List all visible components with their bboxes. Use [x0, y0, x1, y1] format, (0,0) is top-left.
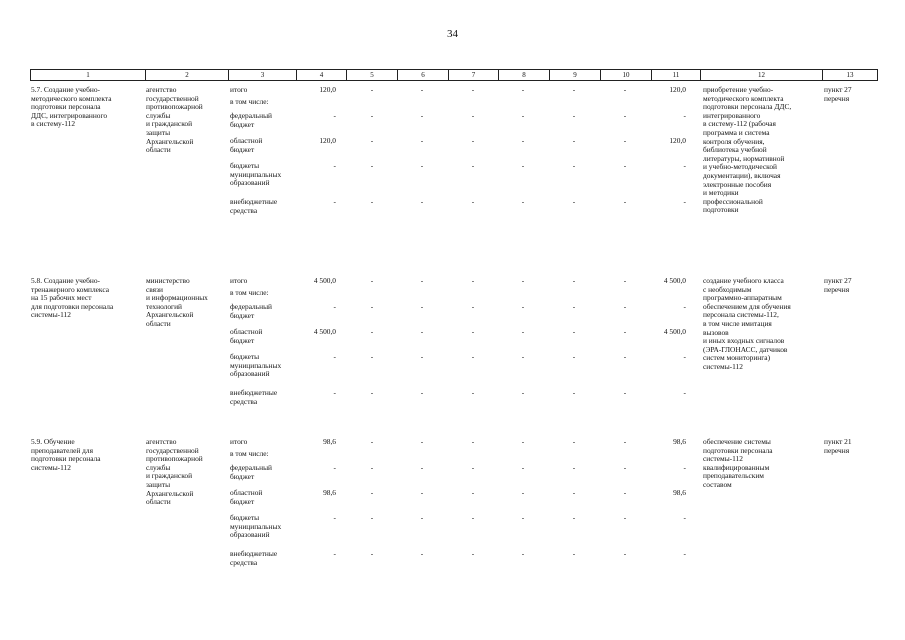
amount-c7: -	[471, 327, 475, 336]
amount-c7: -	[471, 463, 475, 472]
funding-source-label: внебюджетные средства	[230, 549, 278, 567]
amount-c8: -	[521, 85, 525, 94]
reference-item: пункт 27 перечня	[824, 85, 852, 103]
amount-c6: -	[420, 302, 424, 311]
amount-c11: 120,0	[669, 136, 686, 145]
funding-source-label: федеральный бюджет	[230, 302, 272, 320]
amount-c10: -	[623, 327, 627, 336]
amount-c7: -	[471, 352, 475, 361]
amount-c11: 120,0	[669, 85, 686, 94]
amount-c7: -	[471, 197, 475, 206]
amount-c6: -	[420, 352, 424, 361]
amount-c9: -	[572, 513, 576, 522]
amount-c10: -	[623, 388, 627, 397]
column-header-8: 8	[498, 70, 549, 80]
funding-source-label: бюджеты муниципальных образований	[230, 513, 282, 540]
amount-c9: -	[572, 352, 576, 361]
column-header-11: 11	[651, 70, 700, 80]
column-header-10: 10	[600, 70, 651, 80]
amount-c10: -	[623, 352, 627, 361]
amount-c9: -	[572, 463, 576, 472]
amount-c7: -	[471, 437, 475, 446]
amount-c8: -	[521, 352, 525, 361]
funding-source-label: внебюджетные средства	[230, 388, 278, 406]
amount-c11: -	[683, 161, 686, 170]
amount-c11: 98,6	[673, 488, 686, 497]
amount-c6: -	[420, 85, 424, 94]
column-header-6: 6	[397, 70, 448, 80]
amount-c10: -	[623, 437, 627, 446]
amount-c10: -	[623, 276, 627, 285]
amount-c8: -	[521, 136, 525, 145]
amount-c4: -	[333, 161, 336, 170]
amount-c11: -	[683, 352, 686, 361]
amount-c7: -	[471, 161, 475, 170]
funding-source-label: внебюджетные средства	[230, 197, 278, 215]
amount-c8: -	[521, 197, 525, 206]
amount-c10: -	[623, 85, 627, 94]
amount-c6: -	[420, 111, 424, 120]
funding-source-label: в том числе:	[230, 449, 269, 458]
amount-c9: -	[572, 161, 576, 170]
funding-source-label: областной бюджет	[230, 327, 263, 345]
table-header-row	[30, 69, 878, 81]
column-header-12: 12	[700, 70, 822, 80]
amount-c4: -	[333, 352, 336, 361]
amount-c5: -	[370, 513, 374, 522]
amount-c11: -	[683, 302, 686, 311]
funding-source-label: областной бюджет	[230, 488, 263, 506]
amount-c8: -	[521, 111, 525, 120]
amount-c8: -	[521, 327, 525, 336]
amount-c9: -	[572, 488, 576, 497]
executor-name: агентство государственной противопожарной службы и гражданской защиты Архангельской области	[146, 85, 203, 155]
amount-c5: -	[370, 276, 374, 285]
column-header-7: 7	[448, 70, 498, 80]
column-header-1: 1	[30, 70, 145, 80]
reference-item: пункт 21 перечня	[824, 437, 852, 455]
executor-name: агентство государственной противопожарной службы и гражданской защиты Архангельской области	[146, 437, 203, 507]
amount-c9: -	[572, 388, 576, 397]
funding-source-label: федеральный бюджет	[230, 463, 272, 481]
amount-c4: 4 500,0	[313, 327, 336, 336]
expected-result: создание учебного класса с необходимым программно-аппаратным обеспечением для обучения персонала системы-112, в том числе имитация вызовов и иных входных сигналов (ЭРА-ГЛОНАСС, датчиков систем мониторинга) системы-112	[703, 276, 791, 371]
funding-source-label: в том числе:	[230, 97, 269, 106]
amount-c6: -	[420, 197, 424, 206]
amount-c7: -	[471, 85, 475, 94]
funding-source-label: итого	[230, 85, 248, 94]
amount-c7: -	[471, 513, 475, 522]
page-number: 34	[447, 28, 458, 40]
amount-c7: -	[471, 136, 475, 145]
amount-c5: -	[370, 197, 374, 206]
amount-c11: 4 500,0	[663, 276, 686, 285]
amount-c11: -	[683, 463, 686, 472]
amount-c5: -	[370, 111, 374, 120]
amount-c9: -	[572, 197, 576, 206]
amount-c4: -	[333, 197, 336, 206]
amount-c10: -	[623, 463, 627, 472]
amount-c4: -	[333, 549, 336, 558]
amount-c5: -	[370, 463, 374, 472]
amount-c4: -	[333, 513, 336, 522]
amount-c8: -	[521, 437, 525, 446]
funding-source-label: областной бюджет	[230, 136, 263, 154]
amount-c4: -	[333, 463, 336, 472]
amount-c7: -	[471, 388, 475, 397]
measure-name: 5.8. Создание учебно- тренажерного комплекса на 15 рабочих мест для подготовки персонала системы-112	[31, 276, 114, 320]
column-header-4: 4	[296, 70, 346, 80]
amount-c4: 98,6	[323, 488, 336, 497]
amount-c7: -	[471, 302, 475, 311]
amount-c9: -	[572, 136, 576, 145]
amount-c11: -	[683, 111, 686, 120]
amount-c11: -	[683, 513, 686, 522]
amount-c10: -	[623, 488, 627, 497]
amount-c4: 120,0	[319, 85, 336, 94]
amount-c6: -	[420, 388, 424, 397]
amount-c7: -	[471, 276, 475, 285]
funding-source-label: итого	[230, 437, 248, 446]
amount-c9: -	[572, 276, 576, 285]
amount-c8: -	[521, 549, 525, 558]
amount-c6: -	[420, 513, 424, 522]
amount-c11: 98,6	[673, 437, 686, 446]
amount-c7: -	[471, 549, 475, 558]
funding-source-label: федеральный бюджет	[230, 111, 272, 129]
column-header-5: 5	[346, 70, 397, 80]
expected-result: приобретение учебно- методического комплекта подготовки персонала ДДС, интегрированного в систему-112 (рабочая программа и система контроля обучения, библиотека учебной литературы, нормативной и учебно-методической документации), включая электронные пособия и методики профессиональной подготовки	[703, 85, 792, 215]
column-header-3: 3	[228, 70, 296, 80]
amount-c6: -	[420, 437, 424, 446]
amount-c6: -	[420, 327, 424, 336]
amount-c11: 4 500,0	[663, 327, 686, 336]
amount-c10: -	[623, 302, 627, 311]
column-header-2: 2	[145, 70, 228, 80]
amount-c5: -	[370, 549, 374, 558]
amount-c8: -	[521, 513, 525, 522]
amount-c8: -	[521, 302, 525, 311]
amount-c10: -	[623, 197, 627, 206]
amount-c5: -	[370, 352, 374, 361]
amount-c8: -	[521, 161, 525, 170]
amount-c8: -	[521, 388, 525, 397]
amount-c5: -	[370, 488, 374, 497]
amount-c4: -	[333, 302, 336, 311]
amount-c9: -	[572, 111, 576, 120]
column-header-13: 13	[822, 70, 878, 80]
amount-c6: -	[420, 276, 424, 285]
amount-c10: -	[623, 513, 627, 522]
amount-c9: -	[572, 437, 576, 446]
amount-c4: -	[333, 111, 336, 120]
amount-c6: -	[420, 549, 424, 558]
amount-c7: -	[471, 111, 475, 120]
amount-c11: -	[683, 197, 686, 206]
amount-c4: 98,6	[323, 437, 336, 446]
amount-c8: -	[521, 488, 525, 497]
amount-c9: -	[572, 549, 576, 558]
amount-c10: -	[623, 136, 627, 145]
amount-c7: -	[471, 488, 475, 497]
amount-c8: -	[521, 276, 525, 285]
amount-c9: -	[572, 302, 576, 311]
amount-c4: 4 500,0	[313, 276, 336, 285]
amount-c6: -	[420, 463, 424, 472]
funding-source-label: итого	[230, 276, 248, 285]
funding-source-label: в том числе:	[230, 288, 269, 297]
funding-source-label: бюджеты муниципальных образований	[230, 161, 282, 188]
measure-name: 5.7. Создание учебно- методического комплекта подготовки персонала ДДС, интегрированного в систему-112	[31, 85, 112, 129]
amount-c5: -	[370, 161, 374, 170]
amount-c5: -	[370, 437, 374, 446]
amount-c11: -	[683, 549, 686, 558]
amount-c8: -	[521, 463, 525, 472]
measure-name: 5.9. Обучение преподавателей для подготовки персонала системы-112	[31, 437, 101, 472]
reference-item: пункт 27 перечня	[824, 276, 852, 294]
column-header-9: 9	[549, 70, 600, 80]
amount-c9: -	[572, 327, 576, 336]
amount-c5: -	[370, 327, 374, 336]
amount-c5: -	[370, 85, 374, 94]
amount-c10: -	[623, 549, 627, 558]
amount-c4: 120,0	[319, 136, 336, 145]
amount-c6: -	[420, 136, 424, 145]
expected-result: обеспечение системы подготовки персонала системы-112 квалифицированным преподавательским составом	[703, 437, 773, 489]
amount-c5: -	[370, 302, 374, 311]
executor-name: министерство связи и информационных технологий Архангельской области	[146, 276, 208, 328]
funding-source-label: бюджеты муниципальных образований	[230, 352, 282, 379]
amount-c11: -	[683, 388, 686, 397]
amount-c10: -	[623, 161, 627, 170]
amount-c5: -	[370, 136, 374, 145]
amount-c6: -	[420, 488, 424, 497]
amount-c5: -	[370, 388, 374, 397]
amount-c9: -	[572, 85, 576, 94]
amount-c4: -	[333, 388, 336, 397]
amount-c6: -	[420, 161, 424, 170]
amount-c10: -	[623, 111, 627, 120]
